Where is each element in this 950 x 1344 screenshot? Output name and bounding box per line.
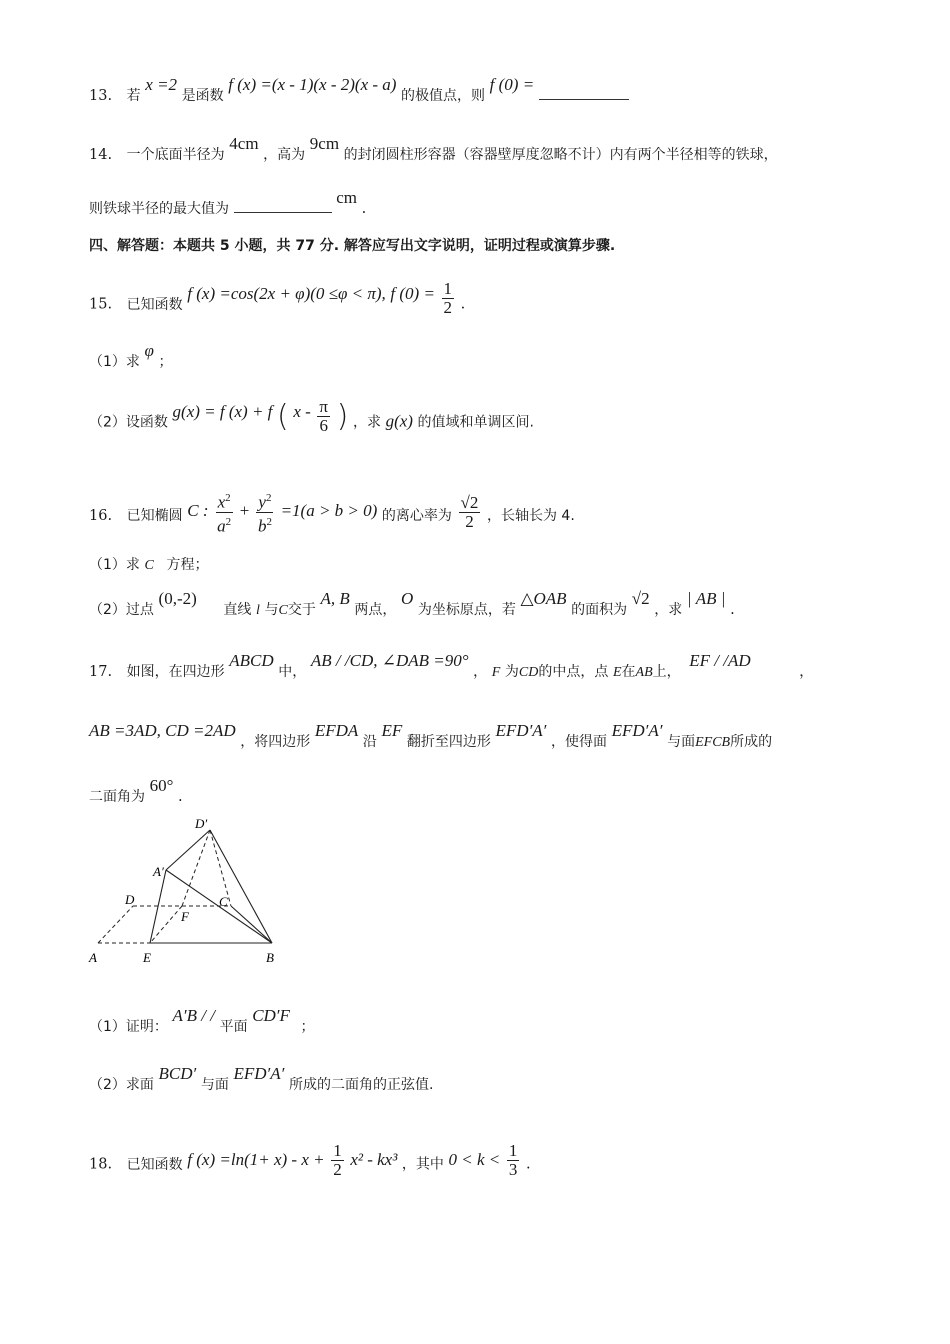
question-17-line2: AB =3AD, CD =2AD ，将四边形 EFDA 沿 EF 翻折至四边形 EFD′A′ ，使得面 EFD′A′ 与面EFCB所成的 xyxy=(89,721,773,750)
q15-one-half: $\frac{1}{2}$ xyxy=(443,279,453,317)
q15-pi-over-6: $\frac{\pi}{6}$ xyxy=(319,397,329,435)
question-17: 17. 如图，在四边形 ABCD 中， AB / /CD, ∠DAB =90° ， F 为CD的中点，点 E在AB上， EF / /AD ， xyxy=(89,651,814,680)
q13-ask: f (0) = xyxy=(489,75,535,94)
question-17-part1: （1）证明： A′B / / 平面 CD′F ； xyxy=(89,1006,315,1035)
label-b: B xyxy=(266,950,274,965)
label-d-prime: D′ xyxy=(195,818,208,831)
question-14: 14. 一个底面半径为 4cm ，高为 9cm 的封闭圆柱形容器（容器壁厚度忽略不计）内有两个半径相等的铁球， xyxy=(89,134,778,163)
label-f: F xyxy=(181,909,189,924)
geometry-figure xyxy=(85,818,285,968)
question-17-part2: （2）求面 BCD′ 与面 EFD′A′ 所成的二面角的正弦值. xyxy=(89,1064,434,1093)
question-15-part1: （1）求 φ ； xyxy=(89,341,173,370)
edge-d1-f xyxy=(182,830,210,906)
q14-radius: 4cm xyxy=(229,134,259,153)
label-e: E xyxy=(143,950,151,965)
question-17-line3: 二面角为 60° . xyxy=(89,776,183,805)
edge-d1-b xyxy=(210,830,272,943)
question-14-line2: 则铁球半径的最大值为 cm . xyxy=(89,188,367,217)
q13-function: f (x) =(x - 1)(x - 2)(x - a) xyxy=(228,75,397,94)
q13-number: 13. xyxy=(89,88,113,104)
label-c: C xyxy=(219,894,228,909)
q18-one-third: $\frac{1}{3}$ xyxy=(508,1141,518,1179)
edge-f-e xyxy=(150,906,182,943)
label-a: A xyxy=(89,950,97,965)
q15-function: f (x) =cos(2x + φ)(0 ≤φ < π), xyxy=(187,283,386,303)
question-15-part2: （2）设函数 g(x) = f (x) + f ( x - $\frac{\pi}{6}$ ) ，求 g(x) 的值域和单调区间. xyxy=(89,397,534,435)
question-18: 18. 已知函数 f (x) =ln(1+ x) - x + $\frac{1}{2}$ x² - kx³ ，其中 0 < k < $\frac{1}{3}$ . xyxy=(89,1141,531,1179)
edge-a-d xyxy=(98,906,133,943)
edge-d1-a1 xyxy=(166,830,210,870)
question-16-part2: （2）过点 (0,-2) 直线 l 与C交于 A, B 两点， O 为坐标原点，若 △OAB 的面积为 √2 ，求 | AB | . xyxy=(89,589,735,618)
q14-height: 9cm xyxy=(309,134,340,153)
section-4-heading: 四、解答题：本题共 5 小题，共 77 分. 解答应写出文字说明，证明过程或演算步骤. xyxy=(89,238,616,254)
question-13: 13. 若 x =2 是函数 f (x) =(x - 1)(x - 2)(x - a) 的极值点，则 f (0) = xyxy=(89,84,890,107)
q13-answer-blank[interactable] xyxy=(539,99,629,100)
question-16-part1: （1）求 C 方程； xyxy=(89,557,209,573)
q13-condition: x =2 xyxy=(145,75,178,94)
q16-x2-over-a2: $\frac{x^2}{a^2}$ xyxy=(215,489,233,535)
question-16: 16. 已知椭圆 C : $\frac{x^2}{a^2}$ + $\frac{y^2}{b^2}$ =1(a > b > 0) 的离心率为 $\frac{√2}{2}$ ，长轴长为 4. xyxy=(89,493,890,539)
question-15: 15. 已知函数 f (x) =cos(2x + φ)(0 ≤φ < π), f (0) = $\frac{1}{2}$ . xyxy=(89,279,466,317)
q16-eccentricity: $\frac{√2}{2}$ xyxy=(460,492,479,531)
q18-one-half: $\frac{1}{2}$ xyxy=(333,1141,342,1179)
q14-answer-blank[interactable] xyxy=(234,212,332,213)
q16-y2-over-b2: $\frac{y^2}{b^2}$ xyxy=(256,489,274,535)
label-a-prime: A′ xyxy=(153,864,164,879)
label-d: D xyxy=(125,892,135,907)
edge-c-b xyxy=(231,906,272,943)
